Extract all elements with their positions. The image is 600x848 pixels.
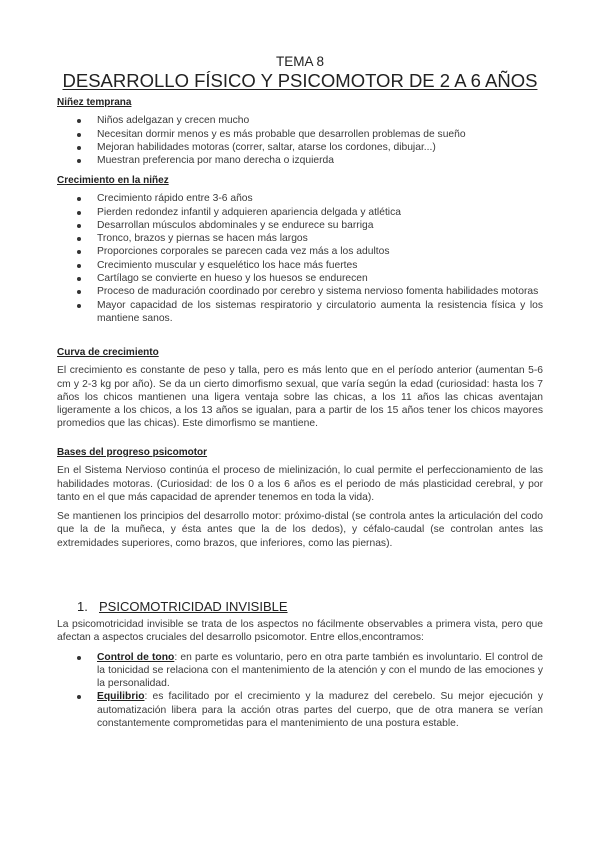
list-item: Crecimiento muscular y esquelético los hace más fuertes	[57, 259, 543, 272]
list-item: Tronco, brazos y piernas se hacen más largos	[57, 232, 543, 245]
item-text: : es facilitado por el crecimiento y la madurez del cerebelo. Su mejor ejecución y automatización libera para la acción otras partes del cuerpo, que de otra manera se verían constantemente comprometidas para el mantenimiento de una postura estable.	[97, 691, 543, 730]
section-curva	[57, 346, 543, 431]
section-ninez-temprana	[57, 96, 543, 167]
list-psicomotricidad	[57, 651, 543, 731]
list-crecimiento	[57, 192, 543, 325]
list-item: Muestran preferencia por mano derecha o izquierda	[57, 154, 543, 167]
list-item	[57, 690, 543, 730]
section-psicomotricidad	[57, 618, 543, 730]
title-text: DESARROLLO FÍSICO Y PSICOMOTOR DE 2 A 6 AÑOS	[62, 70, 538, 91]
term-equilibrio: Equilibrio	[97, 691, 145, 703]
heading-curva: Curva de crecimiento	[57, 347, 159, 358]
document-title	[57, 70, 543, 92]
list-ninez-temprana	[57, 114, 543, 167]
paragraph-intro: La psicomotricidad invisible se trata de los aspectos no fácilmente observables a primera vista, pero que afectan a aspectos cruciales del desarrollo psicomotor. Entre ellos,encontramos:	[57, 619, 543, 644]
paragraph-bases-1: En el Sistema Nervioso continúa el proceso de mielinización, lo cual permite el perfeccionamiento de las habilidades motoras. (Curiosidad: de los 0 a los 6 años es el periodo de más plasticidad cerebral, y por tanto en el que más capacidad de aprender tenemos en toda la vida).	[57, 465, 543, 503]
item-text: : en parte es voluntario, pero en otra parte también es involuntario. El control de la tonicidad se relaciona con el mantenimiento de la atención y con el mundo de las emociones y la personalidad.	[97, 651, 543, 690]
section-crecimiento	[57, 174, 543, 325]
section-number: 1.	[77, 599, 88, 614]
list-item: Niños adelgazan y crecen mucho	[57, 114, 543, 127]
list-item: Desarrollan músculos abdominales y se endurece su barriga	[57, 219, 543, 232]
list-item: Necesitan dormir menos y es más probable que desarrollen problemas de sueño	[57, 128, 543, 141]
section-heading-1	[57, 599, 543, 615]
heading-crecimiento: Crecimiento en la niñez	[57, 175, 169, 186]
list-item: Proceso de maduración coordinado por cerebro y sistema nervioso fomenta habilidades motoras	[57, 285, 543, 298]
list-item: Mayor capacidad de los sistemas respiratorio y circulatorio aumenta la resistencia física y los mantiene sanos.	[57, 299, 543, 326]
paragraph-curva: El crecimiento es constante de peso y talla, pero es más lento que en el período anterior (aumentan 5-6 cm y 2-3 kg por año). Se da un cierto dimorfismo sexual, que varía según la edad (curiosidad: hasta los 7 años los chicos mantienen una ligera ventaja sobre las chicas, a los 11 años las chicas aventajan ligeramente a los chicos, a los 13 años se igualan, para a partir de los 15 años tener los chicos mayores promedios que las chicas). Este dimorfismo se mantiene.	[57, 365, 543, 430]
paragraph-bases-2: Se mantienen los principios del desarrollo motor: próximo-distal (se controla antes la articulación del codo que la de la muñeca, y ésta antes que la de los dedos), y céfalo-caudal (se controlan antes las extremidades superiores, como brazos, que inferiores, como las piernas).	[57, 511, 543, 549]
document-subtitle: TEMA 8	[275, 54, 324, 69]
section-title: PSICOMOTRICIDAD INVISIBLE	[99, 599, 288, 614]
term-control-tono: Control de tono	[97, 651, 175, 663]
list-item: Pierden redondez infantil y adquieren apariencia delgada y atlética	[57, 206, 543, 219]
list-item: Crecimiento rápido entre 3-6 años	[57, 192, 543, 205]
list-item	[57, 651, 543, 691]
list-item: Cartílago se convierte en hueso y los huesos se endurecen	[57, 272, 543, 285]
heading-bases: Bases del progreso psicomotor	[57, 447, 208, 458]
list-item: Mejoran habilidades motoras (correr, saltar, atarse los cordones, dibujar...)	[57, 141, 543, 154]
heading-ninez-temprana: Niñez temprana	[57, 97, 132, 108]
list-item: Proporciones corporales se parecen cada vez más a los adultos	[57, 245, 543, 258]
section-bases	[57, 446, 543, 550]
